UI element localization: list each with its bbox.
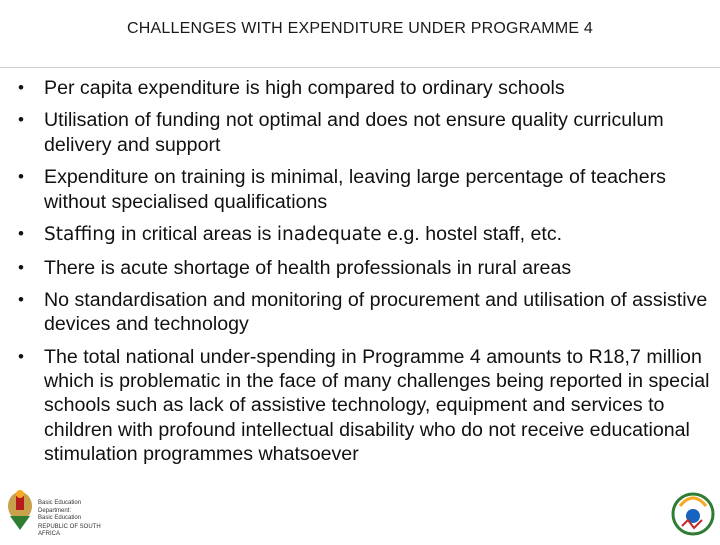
bullet-item [18,108,718,157]
bullet-dot: • [18,78,24,97]
bullet-list [18,76,718,474]
bullet-text: No standardisation and monitoring of procurement and utilisation of assistive devices and technology [44,289,708,336]
bullet-emphasis: Staffing [44,224,116,246]
bullet-text: The total national under-spending in Programme 4 amounts to R18,7 million which is problematic in the face of many challenges being reported in special schools such as lack of assistive technology, equipment and services to children with profound intellectual disability who do not receive educational stimulation programmes whatsoever [44,345,710,465]
bullet-dot: • [18,167,24,187]
bullet-dot: • [18,257,24,277]
bullet-text: in critical areas is [115,223,277,246]
anniversary-badge-icon [668,486,718,538]
crest-line-3: Basic Education [38,515,82,521]
bullet-item [18,256,718,280]
bullet-item [18,288,718,337]
bullet-text: e.g. hostel staff, etc. [381,223,563,246]
bullet-dot: • [18,346,24,366]
bullet-text: There is acute shortage of health professionals in rural areas [44,256,572,279]
crest-line-1: Basic Education [38,500,82,506]
bullet-dot: • [18,290,24,310]
slide-title: CHALLENGES WITH EXPENDITURE UNDER PROGRAMME 4 [127,20,593,37]
bullet-item [18,165,718,214]
bullet-emphasis: inadequate [276,224,382,246]
bullet-item [18,345,718,466]
bullet-text: Per capita expenditure is high compared to ordinary schools [44,77,565,99]
crest-line-2: Department: [38,508,72,514]
bullet-dot: • [18,224,24,244]
crest-line-4: REPUBLIC OF SOUTH AFRICA [38,524,101,537]
anniversary-badge-logo [668,486,718,538]
title-divider [0,67,720,68]
bullet-text: Expenditure on training is minimal, leaving large percentage of teachers without specialised qualifications [44,166,666,213]
bullet-text: Utilisation of funding not optimal and does not ensure quality curriculum delivery and support [44,109,664,156]
bullet-item [18,222,718,247]
bullet-item [18,76,718,100]
coat-of-arms-logo [0,486,120,540]
coat-of-arms-icon [0,486,40,540]
bullet-dot: • [18,110,24,130]
